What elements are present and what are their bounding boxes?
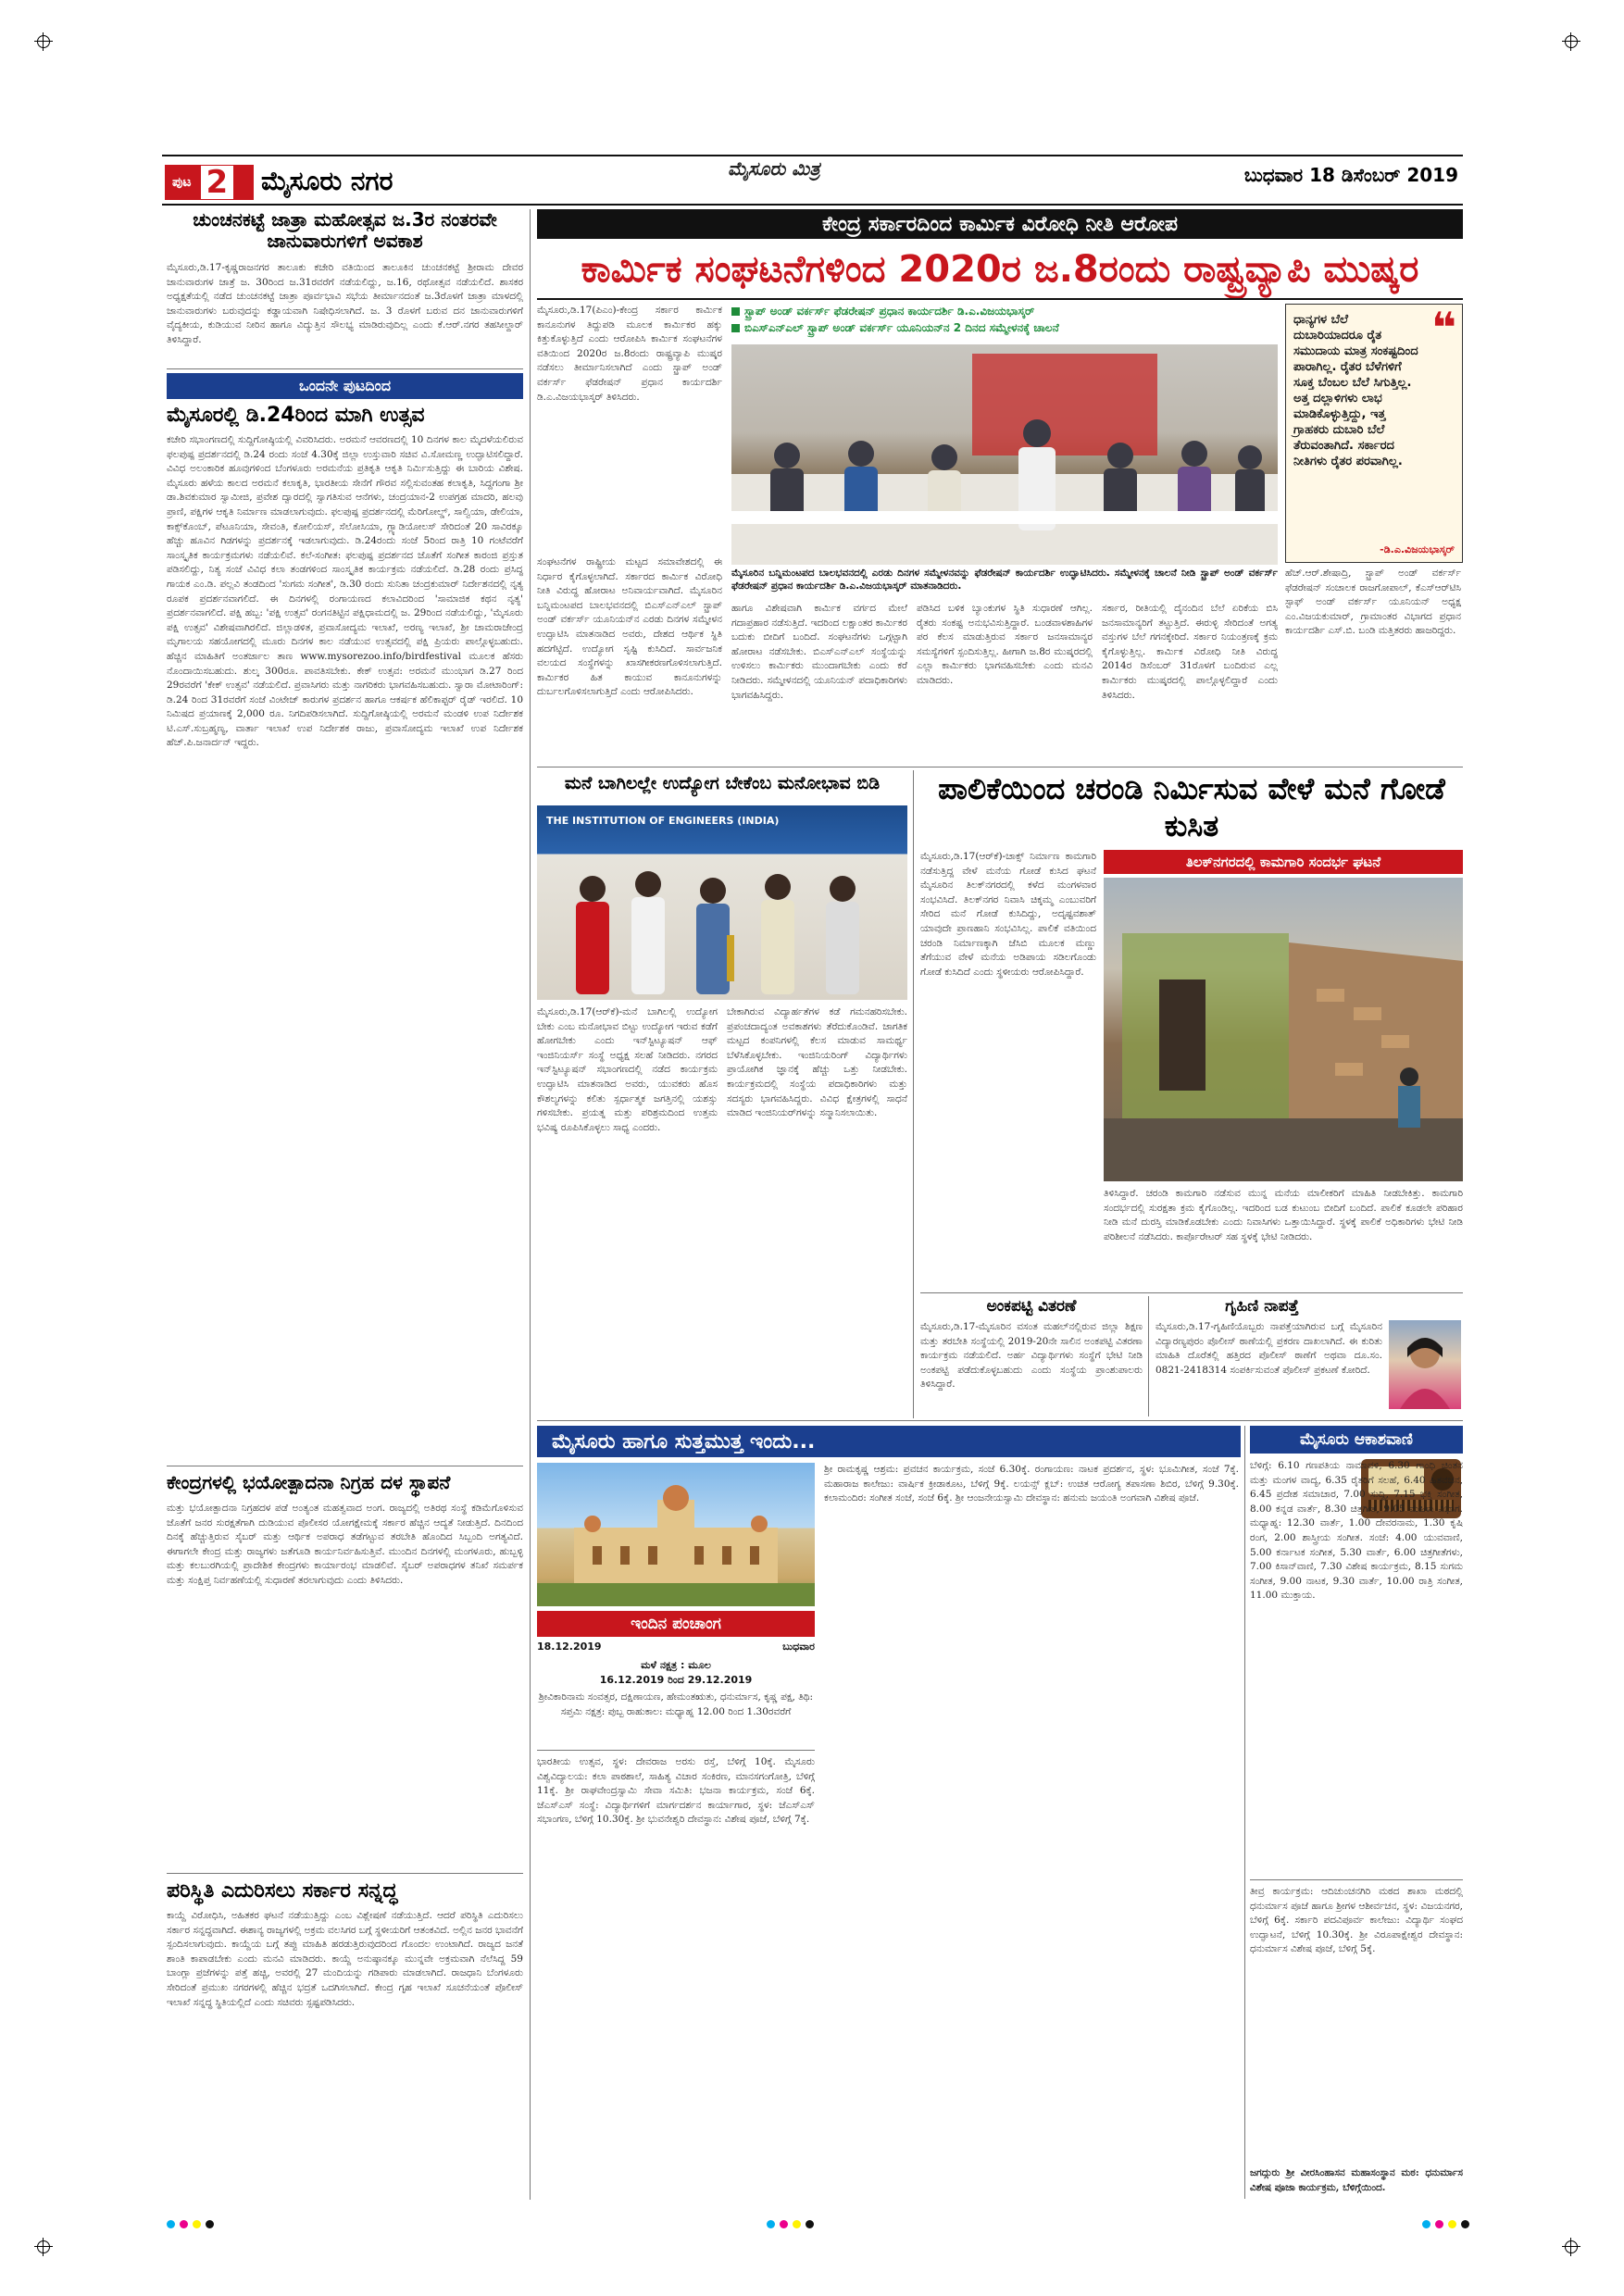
paper-name: ಮೈಸೂರು ಮಿತ್ರ xyxy=(728,157,820,180)
quote-icon: ❝ xyxy=(1431,303,1456,353)
story-ats: ಮತ್ತು ಭಯೋತ್ಪಾದನಾ ನಿಗ್ರಹದಳ ಪಡೆ ಅಂತ್ಯಂತ ಮಹತ್ವವಾದ ಅಂಗ. ರಾಜ್ಯದಲ್ಲಿ ಅತಿರಥ ಸಂಸ್ಥೆ ಕಡಿಮೆಗೊಳಿಸುವ ಜೊತೆಗೆ ಜನರ ಸುರಕ್ಷತೆಗಾಗಿ ದುಡಿಯುವ ಪೊಲೀಸರ ಯೋಗಕ್ಷೇಮಕ್ಕೆ ಸರ್ಕಾರ ಹೆಚ್ಚಿನ ಆದ್ಯತೆ ನೀಡುತ್ತಿದೆ. ದಿನದಿಂದ ದಿನಕ್ಕೆ ಹೆಚ್ಚುತ್ತಿರುವ ಸೈಬರ್ ಮತ್ತು ಆರ್ಥಿಕ ಅಪರಾಧ ತಡೆಗಟ್ಟುವ ತರಬೇತಿ ಹೊಂದಿದ ಸಿಬ್ಬಂದಿ ಅಗತ್ಯವಿದೆ. ಈಗಾಗಲೇ ಕೇಂದ್ರ ಮತ್ತು ರಾಜ್ಯಗಳು ಜತೆಗೂಡಿ ಕಾರ್ಯನಿರ್ವಹಿಸುತ್ತಿವೆ. ಮುಂದಿನ ದಿನಗಳಲ್ಲಿ ಮಂಗಳೂರು, ಹುಬ್ಬಳ್ಳಿ ಮತ್ತು ಕಲಬುರಗಿಯಲ್ಲಿ ಪ್ರಾದೇಶಿಕ ಕೇಂದ್ರಗಳು ಕಾರ್ಯಾರಂಭ ಮಾಡಲಿವೆ. ಸೈಬರ್ ಅಪರಾಧಗಳ ತನಿಖೆ ಸಮರ್ಪಕ ಮತ್ತು ಸಂಕ್ಷಿಪ್ತ ನಿರ್ವಹಣೆಯಲ್ಲಿ ಸುಧಾರಣೆ ತರಲಾಗುವುದು ಎಂದು ತಿಳಿಸಿದರು. xyxy=(167,1503,523,1586)
missing-person-photo xyxy=(1389,1320,1461,1409)
headline-ankapatti: ಅಂಕಪಟ್ಟಿ ವಿತರಣೆ xyxy=(986,1297,1077,1316)
lead-kicker: ಕೇಂದ್ರ ಸರ್ಕಾರದಿಂದ ಕಾರ್ಮಿಕ ವಿರೋಧಿ ನೀತಿ ಆರೋಪ xyxy=(537,209,1463,239)
issue-date: ಬುಧವಾರ 18 ಡಿಸೆಂಬರ್ 2019 xyxy=(1243,164,1458,186)
bullet-icon xyxy=(731,324,740,332)
lead-side-text: ಹೆಚ್.ಆರ್.ಶೇಷಾದ್ರಿ, ಸ್ಟ್ರಾಪ್ ಅಂಡ್ ವರ್ಕರ್ಸ್ ಫೆಡರೇಷನ್ ಸಂಚಾಲಕ ರಾಜಗೋಪಾಲ್, ಕೆಎಸ್‌ಆರ್‌ಟಿಸಿ ಸ್ಟಾಫ್ ಅಂಡ್ ವರ್ಕರ್ಸ್ ಯೂನಿಯನ್ ಅಧ್ಯಕ್ಷ ಎಂ.ವಿಜಯಕುಮಾರ್, ಗ್ರಾಮಾಂತರ ವಿಭಾಗದ ಪ್ರಧಾನ ಕಾರ್ಯದರ್ಶಿ ಎಸ್.ಬಿ. ಬಂಡಿ ಮತ್ತಿತರರು ಹಾಜರಿದ್ದರು. xyxy=(1285,568,1461,637)
cyan-dot xyxy=(767,2220,775,2228)
panchanga-range: 16.12.2019 ರಿಂದ 29.12.2019 xyxy=(599,1674,753,1686)
panchanga-date: 18.12.2019 xyxy=(537,1641,602,1653)
lead-col-2: ಹಾಗೂ ವಿಶೇಷವಾಗಿ ಕಾರ್ಮಿಕ ವರ್ಗದ ಮೇಲೆ ಗದಾಪ್ರಹಾರ ನಡೆಸುತ್ತಿದೆ. ಇದರಿಂದ ಲಕ್ಷಾಂತರ ಕಾರ್ಮಿಕರ ಬದುಕು ಬೀದಿಗೆ ಬಂದಿದೆ. ಸಂಘಟನೆಗಳು ಒಗ್ಗಟ್ಟಾಗಿ ಹೋರಾಟ ನಡೆಸಬೇಕು. ಬಿಎಸ್‌ಎನ್‌ಎಲ್ ಸಂಸ್ಥೆಯನ್ನು ಉಳಿಸಲು ಕಾರ್ಮಿಕರು ಮುಂದಾಗಬೇಕು ಎಂದು ಕರೆ ನೀಡಿದರು. ಸಮ್ಮೇಳನದಲ್ಲಿ ಯೂನಿಯನ್ ಪದಾಧಿಕಾರಿಗಳು ಭಾಗವಹಿಸಿದ್ದರು. xyxy=(731,603,907,701)
engineers-col-1: ಮೈಸೂರು,ಡಿ.17(ಆರ್‌ಕೆ)-ಮನೆ ಬಾಗಿಲಲ್ಲಿ ಉದ್ಯೋಗ ಬೇಕು ಎಂಬ ಮನೋಭಾವ ಬಿಟ್ಟು ಉದ್ಯೋಗ ಇರುವ ಕಡೆಗೆ ಹೋಗಬೇಕು ಎಂದು ಇನ್‌ಸ್ಟಿಟ್ಯೂಷನ್ ಆಫ್ ಇಂಜಿನಿಯರ್ಸ್ ಸಂಸ್ಥೆ ಅಧ್ಯಕ್ಷ ಸಲಹೆ ನೀಡಿದರು. ನಗರದ ಇನ್‌ಸ್ಟಿಟ್ಯೂಷನ್ ಸಭಾಂಗಣದಲ್ಲಿ ನಡೆದ ಕಾರ್ಯಕ್ರಮ ಉದ್ಘಾಟಿಸಿ ಮಾತನಾಡಿದ ಅವರು, ಯುವಕರು ಹೊಸ ಕೌಶಲ್ಯಗಳನ್ನು ಕಲಿತು ಸ್ಪರ್ಧಾತ್ಮಕ ಜಗತ್ತಿನಲ್ಲಿ ಯಶಸ್ಸು ಗಳಿಸಬೇಕು. ಪ್ರಯತ್ನ ಮತ್ತು ಪರಿಶ್ರಮದಿಂದ ಉತ್ತಮ ಭವಿಷ್ಯ ರೂಪಿಸಿಕೊಳ್ಳಲು ಸಾಧ್ಯ ಎಂದರು. xyxy=(537,1006,718,1133)
headline-government-ready: ಪರಿಸ್ಥಿತಿ ಎದುರಿಸಲು ಸರ್ಕಾರ ಸನ್ನದ್ಧ xyxy=(167,1879,398,1903)
lead-photo-illustration xyxy=(731,344,1278,565)
column-divider xyxy=(530,209,531,2200)
lead-col-1: ಸಂಘಟನೆಗಳ ರಾಷ್ಟ್ರೀಯ ಮಟ್ಟದ ಸಮಾವೇಶದಲ್ಲಿ ಈ ನಿರ್ಧಾರ ಕೈಗೊಳ್ಳಲಾಗಿದೆ. ಸರ್ಕಾರದ ಕಾರ್ಮಿಕ ವಿರೋಧಿ ನೀತಿ ವಿರುದ್ಧ ಹೋರಾಟ ಅನಿವಾರ್ಯವಾಗಿದೆ. ಮೈಸೂರಿನ ಬನ್ನಿಮಂಟಪದ ಬಾಲಭವನದಲ್ಲಿ ಬಿಎಸ್‌ಎನ್‌ಎಲ್ ಸ್ಟ್ರಾಪ್ ಅಂಡ್ ವರ್ಕರ್ಸ್ ಯೂನಿಯನ್‌ನ ಎರಡು ದಿನಗಳ ಸಮ್ಮೇಳನ ಉದ್ಘಾಟಿಸಿ ಮಾತನಾಡಿದ ಅವರು, ದೇಶದ ಆರ್ಥಿಕ ಸ್ಥಿತಿ ಹದಗೆಟ್ಟಿದೆ. ಉದ್ಯೋಗ ಸೃಷ್ಟಿ ಕುಸಿದಿದೆ. ಸಾರ್ವಜನಿಕ ವಲಯದ ಸಂಸ್ಥೆಗಳನ್ನು ಖಾಸಗೀಕರಣಗೊಳಿಸಲಾಗುತ್ತಿದೆ. ಕಾರ್ಮಿಕರ ಹಿತ ಕಾಯುವ ಕಾನೂನುಗಳನ್ನು ದುರ್ಬಲಗೊಳಿಸಲಾಗುತ್ತಿದೆ ಎಂದು ಆರೋಪಿಸಿದರು. xyxy=(537,556,722,698)
masthead-rule-bottom xyxy=(162,204,1463,206)
palike-col-1: ಮೈಸೂರು,ಡಿ.17(ಆರ್‌ಕೆ)-ಚಾಕ್ಸ್ ನಿರ್ಮಾಣ ಕಾಮಗಾರಿ ನಡೆಸುತ್ತಿದ್ದ ವೇಳೆ ಮನೆಯ ಗೋಡೆ ಕುಸಿದ ಘಟನೆ ಮೈಸೂರಿನ ತಿಲಕ್‌ನಗರದಲ್ಲಿ ಕಳೆದ ಮಂಗಳವಾರ ಸಂಭವಿಸಿದೆ. ತಿಲಕ್‌ನಗರ ನಿವಾಸಿ ಚಿಕ್ಕಮ್ಮ ಎಂಬುವರಿಗೆ ಸೇರಿದ ಮನೆ ಗೋಡೆ ಕುಸಿದಿದ್ದು, ಅದೃಷ್ಟವಶಾತ್ ಯಾವುದೇ ಪ್ರಾಣಹಾನಿ ಸಂಭವಿಸಿಲ್ಲ. ಪಾಲಿಕೆ ವತಿಯಿಂದ ಚರಂಡಿ ನಿರ್ಮಾಣಕ್ಕಾಗಿ ಜೆಸಿಬಿ ಮೂಲಕ ಮಣ್ಣು ತೆಗೆಯುವ ವೇಳೆ ಮನೆಯ ಅಡಿಪಾಯ ಸಡಿಲಗೊಂಡು ಗೋಡೆ ಕುಸಿದಿದೆ ಎಂದು ಸ್ಥಳೀಯರು ಆರೋಪಿಸಿದ್ದಾರೆ. xyxy=(920,851,1096,978)
lead-col-3: ಪಡಿಸಿದ ಬಳಿಕ ಬ್ಯಾಂಕುಗಳ ಸ್ಥಿತಿ ಸುಧಾರಣೆ ಆಗಿಲ್ಲ. ರೈತರು ಸಂಕಷ್ಟ ಅನುಭವಿಸುತ್ತಿದ್ದಾರೆ. ಬಂಡವಾಳಶಾಹಿಗಳ ಪರ ಕೆಲಸ ಮಾಡುತ್ತಿರುವ ಸರ್ಕಾರ ಜನಸಾಮಾನ್ಯರ ಸಮಸ್ಯೆಗಳಿಗೆ ಸ್ಪಂದಿಸುತ್ತಿಲ್ಲ. ಹೀಗಾಗಿ ಜ.8ರ ಮುಷ್ಕರದಲ್ಲಿ ಎಲ್ಲಾ ಕಾರ್ಮಿಕರು ಭಾಗವಹಿಸಬೇಕು ಎಂದು ಮನವಿ ಮಾಡಿದರು. xyxy=(917,603,1093,686)
yellow-dot xyxy=(1448,2220,1456,2228)
black-dot xyxy=(806,2220,814,2228)
headline-missing: ಗೃಹಿಣಿ ನಾಪತ್ತೆ xyxy=(1225,1297,1299,1316)
quote-author: -ಡಿ.ಎ.ವಿಜಯಭಾಸ್ಕರ್ xyxy=(1380,543,1455,555)
palike-photo-illustration xyxy=(1104,878,1463,1181)
headline-palike: ಪಾಲಿಕೆಯಿಂದ ಚರಂಡಿ ನಿರ್ಮಿಸುವ ವೇಳೆ ಮನೆ ಗೋಡೆ ಕುಸಿತ xyxy=(938,771,1445,843)
cyan-dot xyxy=(167,2220,175,2228)
palace-illustration xyxy=(537,1463,815,1606)
bottom-right-text: ತೀವ್ರ ಕಾರ್ಯಕ್ರಮ: ಆದಿಚುಂಚನಗಿರಿ ಮಠದ ಶಾಖಾ ಮಠದಲ್ಲಿ ಧನುರ್ಮಾಸ ಪೂಜೆ ಹಾಗೂ ಶ್ರೀಗಳ ಆಶೀರ್ವಚನ, ಸ್ಥಳ: ವಿಜಯನಗರ, ಬೆಳಿಗ್ಗೆ 6ಕ್ಕೆ. ಸರ್ಕಾರಿ ಪದವಿಪೂರ್ವ ಕಾಲೇಜು: ವಿದ್ಯಾರ್ಥಿ ಸಂಘದ ಉದ್ಘಾಟನೆ, ಬೆಳಿಗ್ಗೆ 10.30ಕ್ಕೆ. ಶ್ರೀ ವಿರೂಪಾಕ್ಷೇಶ್ವರ ದೇವಸ್ಥಾನ: ಧನುರ್ಮಾಸ ವಿಶೇಷ ಪೂಜೆ, ಬೆಳಿಗ್ಗೆ 5ಕ್ಕೆ. xyxy=(1250,1886,1463,1955)
lead-byline: ಮೈಸೂರು,ಡಿ.17(ಪಿಎಂ)-ಕೇಂದ್ರ ಸರ್ಕಾರ ಕಾರ್ಮಿಕ ಕಾನೂನುಗಳ ತಿದ್ದುಪಡಿ ಮೂಲಕ ಕಾರ್ಮಿಕರ ಹಕ್ಕು ಕಿತ್ತುಕೊಳ್ಳುತ್ತಿದೆ ಎಂದು ಆರೋಪಿಸಿ ಕಾರ್ಮಿಕ ಸಂಘಟನೆಗಳ ವತಿಯಿಂದ 2020ರ ಜ.8ರಂದು ರಾಷ್ಟ್ರವ್ಯಾಪಿ ಮುಷ್ಕರ ನಡೆಸಲು ತೀರ್ಮಾನಿಸಲಾಗಿದೆ ಎಂದು ಸ್ಟ್ರಾಪ್ ಅಂಡ್ ವರ್ಕರ್ಸ್ ಫೆಡರೇಷನ್ ಪ್ರಧಾನ ಕಾರ್ಯದರ್ಶಿ ಡಿ.ಎ.ವಿಜಯಭಾಸ್ಕರ್ ತಿಳಿಸಿದರು. xyxy=(537,305,722,403)
palace-photo xyxy=(537,1463,815,1606)
magenta-dot xyxy=(780,2220,788,2228)
page-number: 2 xyxy=(201,166,234,199)
story-chunchanakatte: ಮೈಸೂರು,ಡಿ.17-ಕೃಷ್ಣರಾಜನಗರ ತಾಲೂಕು ಕಚೇರಿ ವತಿಯಿಂದ ತಾಲೂಕಿನ ಚುಂಚನಕಟ್ಟೆ ಶ್ರೀರಾಮ ದೇವರ ಜಾನುವಾರುಗಳ ಜಾತ್ರೆ ಜ. 30ರಿಂದ ಜ.31ರವರೆಗೆ ನಡೆಯಲಿದ್ದು, ಜ.16, ರಥೋತ್ಸವ ನಡೆಯಲಿದೆ. ಶಾಸಕರ ಅಧ್ಯಕ್ಷತೆಯಲ್ಲಿ ನಡೆದ ಚುಂಚನಕಟ್ಟೆ ಜಾತ್ರಾ ಪೂರ್ವಭಾವಿ ಸಭೆಯ ತೀರ್ಮಾನದಂತೆ ಜ.3ರೊಳಗೆ ಜಾತ್ರಾ ಮಾಳದಲ್ಲಿ ಜಾನುವಾರುಗಳು ಬರುವುದನ್ನು ಕಡ್ಡಾಯವಾಗಿ ನಿಷೇಧಿಸಲಾಗಿದೆ. ಜ. 3 ರೊಳಗೆ ಬರುವ ದನ ಜಾನುವಾರುಗಳಿಗೆ ವೈದ್ಯಕೀಯ, ಕುಡಿಯುವ ನೀರಿನ ಹಾಗೂ ವಿದ್ಯುತ್ತಿನ ಸೌಲಭ್ಯ ಮಾಡಿರುವುದಿಲ್ಲ ಎಂದು ಕೆ.ಆರ್.ನಗರ ತಹಸೀಲ್ದಾರ್ ತಿಳಿಸಿದ್ದಾರೆ. xyxy=(167,262,523,345)
story-magi-utsava: ಕಚೇರಿ ಸಭಾಂಗಣದಲ್ಲಿ ಸುದ್ದಿಗೋಷ್ಠಿಯಲ್ಲಿ ವಿವರಿಸಿದರು. ಅರಮನೆ ಆವರಣದಲ್ಲಿ 10 ದಿನಗಳ ಕಾಲ ಮೈದಳೆಯಲಿರುವ ಫಲಪುಷ್ಪ ಪ್ರದರ್ಶನದಲ್ಲಿ ಡಿ.24 ರಂದು ಸಂಜೆ 4.30ಕ್ಕೆ ಜಿಲ್ಲಾ ಉಸ್ತುವಾರಿ ಸಚಿವ ವಿ.ಸೋಮಣ್ಣ ಉದ್ಘಾಟಿಸಲಿದ್ದಾರೆ. ವಿವಿಧ ಅಲಂಕಾರಿಕ ಹೂವುಗಳಿಂದ ಬೆಂಗಳೂರು ಅರಮನೆಯ ಪ್ರತಿಕೃತಿ ಆಕೃತಿ ನಿರ್ಮಿಸುತ್ತಿದ್ದು ಈ ಬಾರಿಯ ವಿಶೇಷ. ಮೈಸೂರು ಹಳೆಯ ಕಾಲದ ಅರಮನೆ ಕಲಾಕೃತಿ, ಭಾರತೀಯ ಸೇನೆಗೆ ಗೌರವ ಸಲ್ಲಿಸುವಂತಹ ಕಲಾಕೃತಿ, ಸಿದ್ದಗಂಗಾ ಶ್ರೀ ಡಾ.ಶಿವಕುಮಾರ ಸ್ವಾಮೀಜಿ, ಪ್ರವೇಶ ದ್ವಾರದಲ್ಲಿ ಸ್ವಾಗತಿಸುವ ಆನೆಗಳು, ಚಂದ್ರಯಾನ-2 ಉಪಗ್ರಹ ಮಾದರಿ, ಹಲವು ಪ್ರಾಣಿ, ಪಕ್ಷಿಗಳ ಆಕೃತಿ ನಿರ್ಮಾಣ ಮಾಡಲಾಗುವುದು. ಫಲಪುಷ್ಪ ಪ್ರದರ್ಶನದಲ್ಲಿ ಮೆರಿಗೋಲ್ಡ್, ಸಾಲ್ವಿಯಾ, ಡೇಲಿಯಾ, ಕಾಕ್ಸ್‌ಕೊಂಬ್, ಪೆಟೂನಿಯಾ, ಸೇವಂತಿ, ಕೋಲಿಯಸ್, ಸೆಲೋಸಿಯಾ, ಗ್ಲ್ಯಾಡಿಯೋಲಸ್ ಸೇರಿದಂತೆ 20 ಸಾವಿರಕ್ಕೂ ಹೆಚ್ಚು ಹೂವಿನ ಗಿಡಗಳನ್ನು ಪ್ರದರ್ಶನಕ್ಕೆ ಇಡಲಾಗುವುದು. ಡಿ.24ರಂದು ಸಂಜೆ 5ರಿಂದ ರಾತ್ರಿ 10 ಗಂಟೆವರೆಗೆ ಸಾಂಸ್ಕೃತಿಕ ಕಾರ್ಯಕ್ರಮಗಳು ನಡೆಯಲಿವೆ. ಕಲೆ-ಸಂಗೀತ: ಫಲಪುಷ್ಪ ಪ್ರದರ್ಶನದ ಜೊತೆಗೆ ಸಂಗೀತ ಕಾರಂಜಿ ಪ್ರಸ್ತುತ ಪಡಿಸಲಿದ್ದು, ನಿತ್ಯ ಸಂಜೆ ವಿವಿಧ ಕಲಾ ತಂಡಗಳಿಂದ ಸಾಂಸ್ಕೃತಿಕ ಕಾರ್ಯಕ್ರಮ ನಡೆಯಲಿದೆ. ಡಿ.28 ರಂದು ಪ್ರಸಿದ್ಧ ಗಾಯಕ ಎಂ.ಡಿ. ಪಲ್ಲವಿ ತಂಡದಿಂದ 'ಸುಗಮ ಸಂಗೀತ', ಡಿ.30 ರಂದು ಸುನಿತಾ ಚಂದ್ರಕುಮಾರ್ ನಿರ್ದೇಶನದಲ್ಲಿ ನೃತ್ಯ ರೂಪಕ ಪ್ರದರ್ಶನವಾಗಲಿದೆ. ಈ ದಿನಗಳಲ್ಲಿ ರಂಗಾಯಣದ ಕಲಾವಿದರಿಂದ 'ಸಾಮಾಜಿಕ ಕಥನ ನೃತ್ಯ' ಪ್ರದರ್ಶನವಾಗಲಿದೆ. ಪಕ್ಷಿ ಹಬ್ಬ: 'ಪಕ್ಷಿ ಉತ್ಸವ' ರಂಗನತಿಟ್ಟಿನ ಪಕ್ಷಿಧಾಮದಲ್ಲಿ ಜ. 29ರಿಂದ ನಡೆಯಲಿದ್ದು, 'ಮೈಸೂರು ಪಕ್ಷಿ ಉತ್ಸವ' ವಿಶೇಷವಾಗಿರಲಿದೆ. ಜಿಲ್ಲಾಡಳಿತ, ಪ್ರವಾಸೋದ್ಯಮ ಇಲಾಖೆ, ಅರಣ್ಯ ಇಲಾಖೆ, ಶ್ರೀ ಚಾಮರಾಜೇಂದ್ರ ಮೃಗಾಲಯ ಸಹಯೋಗದಲ್ಲಿ ಮೂರು ದಿನಗಳ ಕಾಲ ನಡೆಯುವ ಉತ್ಸವದಲ್ಲಿ ಪಕ್ಷಿ ಪ್ರಿಯರು ಪಾಲ್ಗೊಳ್ಳಬಹುದು. ಹೆಚ್ಚಿನ ಮಾಹಿತಿಗೆ ಅಂತರ್ಜಾಲ ತಾಣ www.mysorezoo.info/birdfestival ಮೂಲಕ ಹೆಸರು ನೊಂದಾಯಿಸಬಹುದು. ಶುಲ್ಕ 300ರೂ. ಪಾವತಿಸಬೇಕು. ಕೇಕ್ ಉತ್ಸವ: ಅರಮನೆ ಮುಂಭಾಗ ಡಿ.27 ರಿಂದ 29ರವರೆಗೆ 'ಕೇಕ್ ಉತ್ಸವ' ನಡೆಯಲಿದೆ. ಪ್ರವಾಸಿಗರು ಮತ್ತು ನಾಗರಿಕರು ಭಾಗವಹಿಸಬಹುದು. ಸ್ವಾರಾ ಮೋಟಾರಿಂಗ್: ಡಿ.24 ರಿಂದ 31ರವರೆಗೆ ಸಂಜೆ ವಿಂಟೇಜ್ ಕಾರುಗಳ ಪ್ರದರ್ಶನ ಹಾಗೂ ಆಕರ್ಷಕ ಹೆಲಿಕಾಪ್ಟರ್ ರೈಡ್ ಇರಲಿದೆ. 10 ನಿಮಿಷದ ಪ್ರಯಾಣಕ್ಕೆ 2,000 ರೂ. ನಿಗದಿಪಡಿಸಲಾಗಿದೆ. ಸುದ್ದಿಗೋಷ್ಠಿಯಲ್ಲಿ ಅರಮನೆ ಮಂಡಳಿ ಉಪ ನಿರ್ದೇಶಕ ಟಿ.ಎಸ್.ಸುಬ್ರಹ್ಮಣ್ಯ, ವಾರ್ತಾ ಇಲಾಖೆ ಉಪ ನಿರ್ದೇಶಕ ರಾಜು, ಪ್ರವಾಸೋದ್ಯಮ ಇಲಾಖೆ ಉಪ ನಿರ್ದೇಶಕ ಹೆಚ್.ಪಿ.ಜನಾರ್ದನ್ ಇದ್ದರು. xyxy=(167,434,523,749)
registration-mark xyxy=(37,35,50,48)
engineers-photo xyxy=(537,805,907,1000)
quote-text: ಧಾನ್ಯಗಳ ಬೆಲೆ ದುಬಾರಿಯಾದರೂ ರೈತ ಸಮುದಾಯ ಮಾತ್ರ ಸಂಕಷ್ಟದಿಂದ ಪಾರಾಗಿಲ್ಲ. ರೈತರ ಬೆಳೆಗಳಿಗೆ ಸೂಕ್ತ ಬೆಂಬಲ ಬೆಲೆ ಸಿಗುತ್ತಿಲ್ಲ. ಅತ್ತ ದಲ್ಲಾಳಿಗಳು ಲಾಭ ಮಾಡಿಕೊಳ್ಳುತ್ತಿದ್ದು, ಇತ್ತ ಗ್ರಾಹಕರು ದುಬಾರಿ ಬೆಲೆ ತೆರುವಂತಾಗಿದೆ. ಸರ್ಕಾರದ ನೀತಿಗಳು ರೈತರ ಪರವಾಗಿಲ್ಲ. xyxy=(1293,313,1418,468)
around-header: ಮೈಸೂರು ಹಾಗೂ ಸುತ್ತಮುತ್ತ ಇಂದು... xyxy=(537,1426,1241,1457)
bullet-icon xyxy=(731,307,740,316)
divider xyxy=(167,368,523,369)
story-government-ready: ಕಾಯ್ದೆ ವಿರೋಧಿಸಿ, ಅಹಿತಕರ ಘಟನೆ ನಡೆಯುತ್ತಿದ್ದು ಎಂಬ ವಿಶ್ಲೇಷಣೆ ನಡೆಯುತ್ತಿದೆ. ಆದರೆ ಪರಿಸ್ಥಿತಿ ಎದುರಿಸಲು ಸರ್ಕಾರ ಸನ್ನದ್ಧವಾಗಿದೆ. ಈಶಾನ್ಯ ರಾಜ್ಯಗಳಲ್ಲಿ ಅಕ್ರಮ ವಲಸಿಗರ ಬಗ್ಗೆ ಸ್ಥಳೀಯರಿಗೆ ಆತಂಕವಿದೆ. ಅಲ್ಲಿನ ಜನರ ಭಾವನೆಗೆ ಸ್ಪಂದಿಸಲಾಗುವುದು. ಕಾಯ್ದೆಯ ಬಗ್ಗೆ ತಪ್ಪು ಮಾಹಿತಿ ಹರಡುತ್ತಿರುವುದರಿಂದ ಗೊಂದಲ ಉಂಟಾಗಿದೆ. ರಾಜ್ಯದ ಜನತೆ ಶಾಂತಿ ಕಾಪಾಡಬೇಕು ಎಂದು ಮನವಿ ಮಾಡಿದರು. ಕಾಯ್ದೆ ಅನುಷ್ಠಾನಕ್ಕೂ ಮುನ್ನವೇ ಅಕ್ರಮವಾಗಿ ನೆಲೆಸಿದ್ದ 59 ಬಾಂಗ್ಲಾ ಪ್ರಜೆಗಳನ್ನು ಪತ್ತೆ ಹಚ್ಚಿ, ಅವರಲ್ಲಿ 27 ಮಂದಿಯನ್ನು ಗಡಿಪಾರು ಮಾಡಲಾಗಿದೆ. ರಾಜಧಾನಿ ಬೆಂಗಳೂರು ಸೇರಿದಂತೆ ಪ್ರಮುಖ ನಗರಗಳಲ್ಲಿ ಹೆಚ್ಚಿನ ಭದ್ರತೆ ಒದಗಿಸಲಾಗಿದೆ. ಕೇಂದ್ರ ಗೃಹ ಇಲಾಖೆ ಸೂಚನೆಯಂತೆ ಪೊಲೀಸ್ ಇಲಾಖೆ ಸನ್ನದ್ಧ ಸ್ಥಿತಿಯಲ್ಲಿದೆ ಎಂದು ಸಚಿವರು ಸ್ಪಷ್ಟಪಡಿಸಿದರು. xyxy=(167,1910,523,2008)
panchanga-title: ಇಂದಿನ ಪಂಚಾಂಗ xyxy=(537,1611,815,1637)
panchanga-day: ಬುಧವಾರ xyxy=(782,1641,815,1653)
divider xyxy=(537,298,1463,300)
missing-text: ಮೈಸೂರು,ಡಿ.17-ಗೃಹಿಣಿಯೊಬ್ಬರು ನಾಪತ್ತೆಯಾಗಿರುವ ಬಗ್ಗೆ ಮೈಸೂರಿನ ವಿದ್ಯಾರಣ್ಯಪುರಂ ಪೊಲೀಸ್ ಠಾಣೆಯಲ್ಲಿ ಪ್ರಕರಣ ದಾಖಲಾಗಿದೆ. ಈ ಕುರಿತು ಮಾಹಿತಿ ದೊರೆತಲ್ಲಿ ಹತ್ತಿರದ ಪೊಲೀಸ್ ಠಾಣೆಗೆ ಅಥವಾ ದೂ.ಸಂ. 0821-2418314 ಸಂಪರ್ಕಿಸುವಂತೆ ಪೊಲೀಸ್ ಪ್ರಕಟಣೆ ಕೋರಿದೆ. xyxy=(1156,1321,1382,1376)
bullet-row xyxy=(731,320,1278,335)
magenta-dot xyxy=(1435,2220,1443,2228)
bullet-text: ಸ್ಟ್ರಾಪ್ ಅಂಡ್ ವರ್ಕರ್ಸ್ ಫೆಡರೇಷನ್ ಪ್ರಧಾನ ಕಾರ್ಯದರ್ಶಿ ಡಿ.ಎ.ವಿಜಯಭಾಸ್ಕರ್ xyxy=(744,305,1035,318)
divider xyxy=(537,1420,1463,1421)
divider xyxy=(920,1292,1463,1293)
panchanga-star: ಮಳೆ ನಕ್ಷತ್ರ : ಮೂಲ xyxy=(641,1659,711,1671)
lead-green-bullets xyxy=(731,304,1278,341)
page-number-box xyxy=(165,165,254,200)
masthead-rule xyxy=(162,155,1463,156)
yellow-dot xyxy=(193,2220,201,2228)
headline-chunchanakatte: ಚುಂಚನಕಟ್ಟೆ ಜಾತ್ರಾ ಮಹೋತ್ಸವ ಜ.3ರ ನಂತರವೇ ಜಾನುವಾರುಗಳಿಗೆ ಅವಕಾಶ xyxy=(193,208,497,252)
lead-headline-wrap xyxy=(537,244,1463,294)
page-label: ಪುಟ xyxy=(172,175,192,190)
events-col-1: ಭಾರತೀಯ ಉತ್ಸವ, ಸ್ಥಳ: ದೇವರಾಜ ಅರಸು ರಸ್ತೆ, ಬೆಳಿಗ್ಗೆ 10ಕ್ಕೆ. ಮೈಸೂರು ವಿಶ್ವವಿದ್ಯಾಲಯ: ಕಲಾ ಪಾಠಶಾಲೆ, ಸಾಹಿತ್ಯ ವಿಚಾರ ಸಂಕಿರಣ, ಮಾನಸಗಂಗೋತ್ರಿ, ಬೆಳಿಗ್ಗೆ 11ಕ್ಕೆ. ಶ್ರೀ ರಾಘವೇಂದ್ರಸ್ವಾಮಿ ಸೇವಾ ಸಮಿತಿ: ಭಜನಾ ಕಾರ್ಯಕ್ರಮ, ಸಂಜೆ 6ಕ್ಕೆ. ಜೆಎಸ್‌ಎಸ್ ಸಂಸ್ಥೆ: ವಿದ್ಯಾರ್ಥಿಗಳಿಗೆ ಮಾರ್ಗದರ್ಶನ ಕಾರ್ಯಾಗಾರ, ಸ್ಥಳ: ಜೆಎಸ್‌ಎಸ್ ಸಭಾಂಗಣ, ಬೆಳಿಗ್ಗೆ 10.30ಕ್ಕೆ. ಶ್ರೀ ಭುವನೇಶ್ವರಿ ದೇವಸ್ಥಾನ: ವಿಶೇಷ ಪೂಜೆ, ಬೆಳಿಗ್ಗೆ 7ಕ್ಕೆ. xyxy=(537,1756,815,1826)
section-title: ಮೈಸೂರು ನಗರ xyxy=(261,166,394,196)
registration-mark xyxy=(1565,35,1578,48)
registration-mark xyxy=(1565,2240,1578,2253)
lead-photo xyxy=(731,344,1278,565)
quote-box xyxy=(1285,304,1463,563)
magenta-dot xyxy=(180,2220,188,2228)
black-dot xyxy=(1461,2220,1469,2228)
lead-caption: ಮೈಸೂರಿನ ಬನ್ನಿಮಂಟಪದ ಬಾಲಭವನದಲ್ಲಿ ಎರಡು ದಿನಗಳ ಸಮ್ಮೇಳನವನ್ನು ಫೆಡರೇಷನ್ ಕಾರ್ಯದರ್ಶಿ ಉದ್ಘಾಟಿಸಿದರು. ಸಮ್ಮೇಳನಕ್ಕೆ ಚಾಲನೆ ನೀಡಿ ಸ್ಟ್ರಾಪ್ ಅಂಡ್ ವರ್ಕರ್ಸ್ ಫೆಡರೇಷನ್ ಪ್ರಧಾನ ಕಾರ್ಯದರ್ಶಿ ಡಿ.ಎ.ವಿಜಯಭಾಸ್ಕರ್ ಮಾತನಾಡಿದರು. xyxy=(731,568,1278,592)
headline-ats: ಕೇಂದ್ರಗಳಲ್ಲಿ ಭಯೋತ್ಪಾದನಾ ನಿಗ್ರಹ ದಳ ಸ್ಥಾಪನೆ xyxy=(167,1471,451,1493)
panchanga-dateline xyxy=(537,1641,815,1653)
column-divider xyxy=(1148,1296,1149,1416)
cyan-dot xyxy=(1422,2220,1430,2228)
palike-photo xyxy=(1104,878,1463,1181)
engineers-banner-text: THE INSTITUTION OF ENGINEERS (INDIA) xyxy=(546,815,780,827)
palike-red-tag: ತಿಲಕ್‌ನಗರದಲ್ಲಿ ಕಾಮಗಾರಿ ಸಂದರ್ಭ ಘಟನೆ xyxy=(1104,850,1463,874)
column-divider xyxy=(913,770,914,1418)
yellow-dot xyxy=(793,2220,801,2228)
radio-header: ಮೈಸೂರು ಆಕಾಶವಾಣಿ xyxy=(1250,1426,1463,1454)
divider xyxy=(537,1750,815,1751)
panchanga-text: ಶ್ರೀವಿಕಾರಿನಾಮ ಸಂವತ್ಸರ, ದಕ್ಷಿಣಾಯಣ, ಹೇಮಂತಋತು, ಧನುರ್ಮಾಸ, ಕೃಷ್ಣ ಪಕ್ಷ, ತಿಥಿ: ಸಪ್ತಮಿ ನಕ್ಷತ್ರ: ಪುಬ್ಬ ರಾಹುಕಾಲ: ಮಧ್ಯಾಹ್ನ 12.00 ರಿಂದ 1.30ರವರೆಗೆ xyxy=(538,1691,814,1717)
engineers-photo-illustration xyxy=(537,805,907,1000)
headline-engineers: ಮನೆ ಬಾಗಿಲಲ್ಲೇ ಉದ್ಯೋಗ ಬೇಕೆಂಬ ಮನೋಭಾವ ಬಿಡಿ xyxy=(564,773,881,793)
events-col-2: ಶ್ರೀ ರಾಮಕೃಷ್ಣ ಆಶ್ರಮ: ಪ್ರವಚನ ಕಾರ್ಯಕ್ರಮ, ಸಂಜೆ 6.30ಕ್ಕೆ. ರಂಗಾಯಣ: ನಾಟಕ ಪ್ರದರ್ಶನ, ಸ್ಥಳ: ಭೂಮಿಗೀತ, ಸಂಜೆ 7ಕ್ಕೆ. ಮಹಾರಾಜ ಕಾಲೇಜು: ವಾರ್ಷಿಕ ಕ್ರೀಡಾಕೂಟ, ಬೆಳಿಗ್ಗೆ 9ಕ್ಕೆ. ಲಯನ್ಸ್ ಕ್ಲಬ್: ಉಚಿತ ಆರೋಗ್ಯ ತಪಾಸಣಾ ಶಿಬಿರ, ಬೆಳಿಗ್ಗೆ 9.30ಕ್ಕೆ. ಕಲಾಮಂದಿರ: ಸಂಗೀತ ಸಂಜೆ, ಸಂಜೆ 6ಕ್ಕೆ. ಶ್ರೀ ಆಂಜನೇಯಸ್ವಾಮಿ ದೇವಸ್ಥಾನ: ಹನುಮ ಜಯಂತಿ ಅಂಗವಾಗಿ ವಿಶೇಷ ಪೂಜೆ. xyxy=(824,1464,1239,1504)
registration-mark xyxy=(37,2240,50,2253)
divider xyxy=(1250,1879,1463,1880)
palike-col-2: ತಿಳಿಸಿದ್ದಾರೆ. ಚರಂಡಿ ಕಾಮಗಾರಿ ನಡೆಸುವ ಮುನ್ನ ಮನೆಯ ಮಾಲೀಕರಿಗೆ ಮಾಹಿತಿ ನೀಡಬೇಕಿತ್ತು. ಕಾಮಗಾರಿ ಸಂದರ್ಭದಲ್ಲಿ ಸುರಕ್ಷತಾ ಕ್ರಮ ಕೈಗೊಂಡಿಲ್ಲ. ಇದರಿಂದ ಬಡ ಕುಟುಂಬ ಬೀದಿಗೆ ಬಂದಿದೆ. ಪಾಲಿಕೆ ಕೂಡಲೇ ಪರಿಹಾರ ನೀಡಿ ಮನೆ ದುರಸ್ತಿ ಮಾಡಿಕೊಡಬೇಕು ಎಂದು ನಿವಾಸಿಗಳು ಒತ್ತಾಯಿಸಿದ್ದಾರೆ. ಸ್ಥಳಕ್ಕೆ ಪಾಲಿಕೆ ಅಧಿಕಾರಿಗಳು ಭೇಟಿ ನೀಡಿ ಪರಿಶೀಲನೆ ನಡೆಸಿದರು. ಕಾರ್ಪೊರೇಟರ್ ಸಹ ಸ್ಥಳಕ್ಕೆ ಭೇಟಿ ನೀಡಿದರು. xyxy=(1104,1188,1463,1242)
bullet-text: ಬಿಎಸ್‌ಎನ್‌ಎಲ್ ಸ್ಟ್ರಾಪ್ ಅಂಡ್ ವರ್ಕರ್ಸ್ ಯೂನಿಯನ್‌ನ 2 ದಿನದ ಸಮ್ಮೇಳನಕ್ಕೆ ಚಾಲನೆ xyxy=(744,321,1059,334)
headline-magi-utsava: ಮೈಸೂರಲ್ಲಿ ಡಿ.24ರಿಂದ ಮಾಗಿ ಉತ್ಸವ xyxy=(167,404,425,427)
divider xyxy=(167,1873,523,1874)
lead-col-4: ಸರ್ಕಾರ, ರೀತಿಯಲ್ಲಿ ದೈನಂದಿನ ಬೆಲೆ ಏರಿಕೆಯ ಬಿಸಿ ಜನಸಾಮಾನ್ಯರಿಗೆ ತಟ್ಟುತ್ತಿದೆ. ಈರುಳ್ಳಿ ಸೇರಿದಂತೆ ಅಗತ್ಯ ವಸ್ತುಗಳ ಬೆಲೆ ಗಗನಕ್ಕೇರಿದೆ. ಸರ್ಕಾರ ನಿಯಂತ್ರಣಕ್ಕೆ ಕ್ರಮ ಕೈಗೊಳ್ಳುತ್ತಿಲ್ಲ. ಕಾರ್ಮಿಕ ವಿರೋಧಿ ನೀತಿ ವಿರುದ್ಧ 2014ರ ಡಿಸೆಂಬರ್ 31ರೊಳಗೆ ಬಂದಿರುವ ಎಲ್ಲ ಕಾರ್ಮಿಕರು ಮುಷ್ಕರದಲ್ಲಿ ಪಾಲ್ಗೊಳ್ಳಲಿದ್ದಾರೆ ಎಂದು ತಿಳಿಸಿದರು. xyxy=(1102,603,1278,701)
column-divider xyxy=(1244,1426,1245,2199)
bottom-right-footer: ಜಗದ್ಗುರು ಶ್ರೀ ವೀರಸಿಂಹಾಸನ ಮಹಾಸಂಸ್ಥಾನ ಮಠ: ಧನುರ್ಮಾಸ ವಿಶೇಷ ಪೂಜಾ ಕಾರ್ಯಕ್ರಮ, ಬೆಳಿಗ್ಗೆಯಿಂದ. xyxy=(1250,2167,1463,2193)
bullet-row xyxy=(731,304,1278,318)
black-dot xyxy=(206,2220,214,2228)
lead-headline: ಕಾರ್ಮಿಕ ಸಂಘಟನೆಗಳಿಂದ 2020ರ ಜ.8ರಂದು ರಾಷ್ಟ್ರವ್ಯಾಪಿ ಮುಷ್ಕರ xyxy=(581,248,1419,291)
engineers-col-2: ಬೇಕಾಗಿರುವ ವಿದ್ಯಾರ್ಹತೆಗಳ ಕಡೆ ಗಮನಹರಿಸಬೇಕು. ಪ್ರಪಂಚದಾದ್ಯಂತ ಅವಕಾಶಗಳು ತೆರೆದುಕೊಂಡಿವೆ. ಜಾಗತಿಕ ಮಟ್ಟದ ಕಂಪನಿಗಳಲ್ಲಿ ಕೆಲಸ ಮಾಡುವ ಸಾಮರ್ಥ್ಯ ಬೆಳೆಸಿಕೊಳ್ಳಬೇಕು. ಇಂಜಿನಿಯರಿಂಗ್ ವಿದ್ಯಾರ್ಥಿಗಳು ಪ್ರಾಯೋಗಿಕ ಜ್ಞಾನಕ್ಕೆ ಹೆಚ್ಚು ಒತ್ತು ನೀಡಬೇಕು. ಕಾರ್ಯಕ್ರಮದಲ್ಲಿ ಸಂಸ್ಥೆಯ ಪದಾಧಿಕಾರಿಗಳು ಮತ್ತು ಸದಸ್ಯರು ಭಾಗವಹಿಸಿದ್ದರು. ವಿವಿಧ ಕ್ಷೇತ್ರಗಳಲ್ಲಿ ಸಾಧನೆ ಮಾಡಿದ ಇಂಜಿನಿಯರ್‌ಗಳನ್ನು ಸನ್ಮಾನಿಸಲಾಯಿತು. xyxy=(727,1006,907,1119)
avatar xyxy=(1389,1320,1461,1409)
radio-text: ಬೆಳಿಗ್ಗೆ: 6.10 ಗಣಪತಿಯ ನಾಮಾವಳಿ, 6.30 ಗಾಂಧಿ ಚಿಂತನ ಮತ್ತು ಮಂಗಳ ವಾದ್ಯ, 6.35 ರೈತರಿಗೆ ಸಲಹೆ, 6.40 ಹಿತವಚನ, 6.45 ಪ್ರದೇಶ ಸಮಾಚಾರ, 7.00 ಸುದ್ದಿ, 7.15 ಭಕ್ತಿ ಸಂಗೀತ, 8.00 ಕನ್ನಡ ವಾರ್ತೆ, 8.30 ಚಿತ್ರಗೀತೆ, 9.05 ಮಹಿಳಾ ವಿಭಾಗ. ಮಧ್ಯಾಹ್ನ: 12.30 ವಾರ್ತೆ, 1.00 ದೇವರನಾಮ, 1.30 ಕೃಷಿ ರಂಗ, 2.00 ಶಾಸ್ತ್ರೀಯ ಸಂಗೀತ. ಸಂಜೆ: 4.00 ಯುವವಾಣಿ, 5.00 ಕರ್ನಾಟಕ ಸಂಗೀತ, 5.30 ವಾರ್ತೆ, 6.00 ಚಿತ್ರಗೀತೆಗಳು, 7.00 ಕಿಸಾನ್‌ವಾಣಿ, 7.30 ವಿಶೇಷ ಕಾರ್ಯಕ್ರಮ, 8.15 ಸುಗಮ ಸಂಗೀತ, 9.00 ನಾಟಕ, 9.30 ವಾರ್ತೆ, 10.00 ರಾತ್ರಿ ಸಂಗೀತ, 11.00 ಮುಕ್ತಾಯ. xyxy=(1250,1460,1463,1602)
ankapatti-text: ಮೈಸೂರು,ಡಿ.17-ಮೈಸೂರಿನ ವಸಂತ ಮಹಲ್‌ನಲ್ಲಿರುವ ಜಿಲ್ಲಾ ಶಿಕ್ಷಣ ಮತ್ತು ತರಬೇತಿ ಸಂಸ್ಥೆಯಲ್ಲಿ 2019-20ನೇ ಸಾಲಿನ ಅಂಕಪಟ್ಟಿ ವಿತರಣಾ ಕಾರ್ಯಕ್ರಮ ನಡೆಯಲಿದೆ. ಅರ್ಹ ವಿದ್ಯಾರ್ಥಿಗಳು ಸಂಸ್ಥೆಗೆ ಭೇಟಿ ನೀಡಿ ಅಂಕಪಟ್ಟಿ ಪಡೆದುಕೊಳ್ಳಬಹುದು ಎಂದು ಸಂಸ್ಥೆಯ ಪ್ರಾಂಶುಪಾಲರು ತಿಳಿಸಿದ್ದಾರೆ. xyxy=(920,1321,1143,1391)
continued-ribbon: ಒಂದನೇ ಪುಟದಿಂದ xyxy=(167,373,523,399)
